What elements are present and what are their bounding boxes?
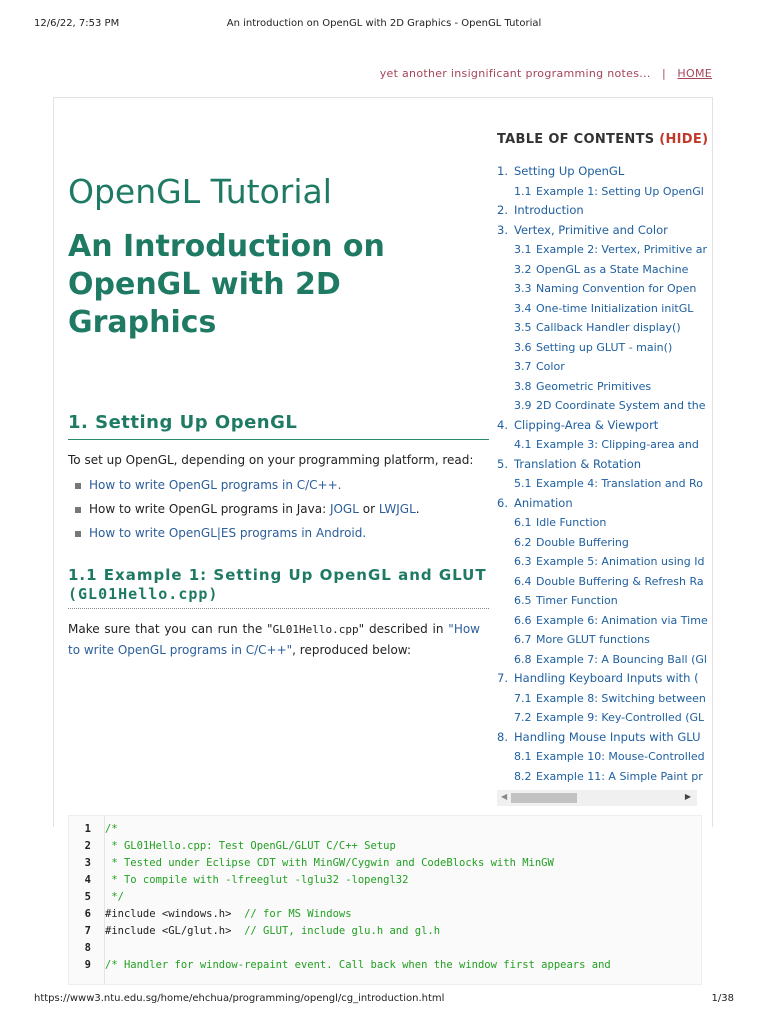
toc-item[interactable]	[497, 513, 697, 533]
toc-item-number: 2.	[497, 203, 508, 217]
toc-item-label: Example 7: A Bouncing Ball (Gl	[536, 652, 707, 666]
line-number: 9	[84, 959, 91, 971]
toc-title-text: TABLE OF CONTENTS	[497, 132, 655, 147]
print-page-number: 1/38	[711, 993, 734, 1004]
line-number: 6	[84, 908, 91, 920]
toc-item-number: 6.1	[514, 516, 532, 529]
toc-item[interactable]	[497, 533, 697, 553]
list-item	[75, 526, 366, 540]
toc-item[interactable]	[497, 747, 705, 767]
toc-item[interactable]	[497, 299, 697, 319]
toc-item-number: 3.	[497, 222, 508, 237]
toc-item-number: 5.1	[514, 477, 532, 490]
line-number: 1	[84, 823, 91, 835]
para-text: Make sure that you can run the "	[68, 622, 273, 636]
para-code: GL01Hello.cpp	[272, 623, 359, 636]
period-text: .	[415, 502, 420, 516]
toc-item-label: Double Buffering & Refresh Ra	[536, 574, 704, 588]
toc-item-label: Idle Function	[536, 516, 607, 529]
link-lwjgl[interactable]: LWJGL	[378, 502, 416, 516]
toc-item[interactable]	[497, 162, 697, 182]
bullet-icon	[75, 507, 81, 513]
code-keyword: #include <GL/glut.h>	[105, 925, 245, 937]
link-cpp-howto[interactable]: "How to write OpenGL programs in C/C++"	[68, 622, 480, 657]
toc-item[interactable]	[497, 708, 705, 728]
code-line	[69, 906, 352, 923]
scroll-right-icon[interactable]: ▶	[684, 792, 691, 801]
toc-item-number: 3.8	[514, 379, 532, 393]
code-comment: * GL01Hello.cpp: Test OpenGL/GLUT C/C++ Setup	[105, 840, 396, 852]
toc-item[interactable]	[497, 630, 697, 650]
print-url: https://www3.ntu.edu.sg/home/ehchua/programming/opengl/cg_introduction.html	[34, 993, 445, 1004]
toc-item[interactable]	[497, 318, 697, 338]
line-number: 8	[84, 942, 91, 954]
toc-item-number: 3.9	[514, 399, 532, 412]
toc-hide-button[interactable]: (HIDE)	[659, 132, 709, 147]
toc-item-number: 4.1	[514, 438, 532, 451]
toc-item-label: Animation	[514, 495, 573, 510]
toc-item-number: 1.	[497, 164, 508, 178]
code-line	[69, 957, 611, 974]
toc-item-number: 6.2	[514, 535, 532, 549]
toc-item-label: Clipping-Area & Viewport	[514, 417, 659, 432]
code-comment: // for MS Windows	[244, 908, 352, 920]
or-text: or	[358, 502, 379, 516]
toc-item[interactable]	[497, 669, 697, 689]
toc-item-label: Geometric Primitives	[536, 379, 652, 393]
toc-item-number: 6.7	[514, 633, 532, 646]
code-comment: /*	[105, 823, 118, 835]
code-comment: * To compile with -lfreeglut -lglu32 -lopengl32	[105, 874, 409, 886]
toc-item-label: Example 5: Animation using Id	[536, 555, 705, 568]
print-datetime: 12/6/22, 7:53 PM	[34, 18, 120, 29]
section-intro: To set up OpenGL, depending on your programming platform, read:	[68, 453, 474, 467]
toc-item[interactable]	[497, 474, 703, 494]
link-cpp[interactable]: How to write OpenGL programs in C/C++.	[89, 478, 342, 492]
toc-item-label: Example 2: Vertex, Primitive ar	[536, 243, 707, 256]
print-title: An introduction on OpenGL with 2D Graphics - OpenGL Tutorial	[226, 18, 542, 29]
toc-item-label: Handling Keyboard Inputs with (	[514, 671, 699, 685]
toc-item-number: 3.6	[514, 340, 532, 354]
scrollbar-thumb[interactable]	[511, 793, 577, 803]
tagline-separator: |	[662, 67, 667, 80]
toc-item-label: Color	[536, 360, 565, 373]
toc-item-number: 1.1	[514, 184, 532, 198]
toc-item[interactable]	[497, 552, 705, 572]
code-line	[69, 855, 554, 872]
para-text: , reproduced below:	[292, 643, 411, 657]
page-title: OpenGL Tutorial	[68, 172, 332, 211]
code-comment: /* Handler for window-repaint event. Call back when the window first appears and	[105, 959, 611, 971]
link-jogl[interactable]: JOGL	[329, 502, 359, 516]
toc-item-number: 7.1	[514, 691, 532, 705]
toc-list	[497, 162, 708, 786]
table-of-contents	[497, 132, 709, 786]
code-block	[68, 815, 702, 985]
code-comment: */	[105, 891, 124, 903]
list-item	[75, 478, 341, 492]
line-number: 7	[84, 925, 91, 937]
list-item	[75, 502, 420, 516]
toc-item-label: Timer Function	[536, 594, 618, 607]
toc-item-number: 7.2	[514, 711, 532, 724]
toc-item-label: Example 10: Mouse-Controlled	[536, 750, 705, 763]
code-line	[69, 940, 105, 957]
code-line	[69, 872, 408, 889]
section-heading-setting-up: 1. Setting Up OpenGL	[68, 412, 489, 440]
toc-item[interactable]	[497, 396, 706, 416]
code-keyword: #include <windows.h>	[105, 908, 245, 920]
toc-item-number: 3.5	[514, 321, 532, 334]
toc-item-number: 8.	[497, 729, 508, 744]
toc-title	[497, 132, 709, 162]
toc-item-label: Example 4: Translation and Ro	[536, 477, 703, 490]
scroll-left-icon[interactable]: ◀	[501, 792, 508, 801]
toc-item-label: Naming Convention for Open	[536, 282, 697, 295]
toc-item-number: 3.7	[514, 360, 532, 373]
toc-item[interactable]	[497, 435, 697, 455]
toc-item-label: Setting up GLUT - main()	[536, 340, 673, 354]
toc-item-number: 3.1	[514, 243, 532, 256]
toc-item-label: Introduction	[514, 203, 584, 217]
toc-item[interactable]	[497, 572, 704, 592]
tagline-text: yet another insignificant programming notes...	[379, 67, 651, 80]
toc-item[interactable]	[497, 728, 701, 748]
heading-text: 1.1 Example 1: Setting Up OpenGL and GLUT	[68, 566, 487, 584]
toc-item[interactable]	[497, 611, 708, 631]
toc-item[interactable]	[497, 260, 697, 280]
toc-item-number: 6.	[497, 495, 508, 510]
home-link[interactable]: HOME	[677, 67, 712, 80]
code-line	[69, 838, 396, 855]
section-heading-example1	[68, 566, 489, 609]
line-number: 4	[84, 874, 91, 886]
code-comment: // GLUT, include glu.h and gl.h	[244, 925, 441, 937]
toc-item-number: 4.	[497, 417, 508, 432]
line-number: 5	[84, 891, 91, 903]
toc-item-label: OpenGL as a State Machine	[536, 262, 689, 276]
line-number: 2	[84, 840, 91, 852]
toc-item-label: Example 11: A Simple Paint pr	[536, 769, 703, 783]
toc-item-label: Double Buffering	[536, 535, 629, 549]
toc-item-label: Example 8: Switching between	[536, 691, 706, 705]
page-subtitle: An Introduction on OpenGL with 2D Graphics	[68, 229, 385, 340]
toc-item[interactable]	[497, 279, 697, 299]
toc-item[interactable]	[497, 416, 697, 436]
toc-item-label: Example 9: Key-Controlled (GL	[536, 711, 705, 724]
toc-item-number: 6.5	[514, 594, 532, 607]
toc-item-label: Vertex, Primitive and Color	[514, 222, 668, 237]
code-line	[69, 889, 124, 906]
toc-item-label: 2D Coordinate System and the	[536, 399, 706, 412]
toc-item-label: Example 3: Clipping-area and	[536, 438, 699, 451]
toc-item[interactable]	[497, 591, 697, 611]
toc-item-number: 8.2	[514, 769, 532, 783]
toc-item[interactable]	[497, 767, 703, 787]
toc-item-number: 6.6	[514, 613, 532, 627]
toc-item-number: 5.	[497, 456, 508, 471]
toc-item-number: 8.1	[514, 750, 532, 763]
para-text: " described in	[358, 622, 449, 636]
toc-item-label: Handling Mouse Inputs with GLU	[514, 729, 701, 744]
toc-item[interactable]	[497, 201, 697, 221]
toc-item-number: 3.4	[514, 301, 532, 315]
java-text: How to write OpenGL programs in Java:	[89, 502, 330, 516]
toc-item-label: Setting Up OpenGL	[514, 164, 625, 178]
toc-item[interactable]	[497, 357, 697, 377]
toc-item[interactable]	[497, 650, 707, 670]
toc-item[interactable]	[497, 338, 697, 358]
code-line	[69, 923, 440, 940]
line-number: 3	[84, 857, 91, 869]
link-android[interactable]: How to write OpenGL|ES programs in Android.	[89, 526, 367, 540]
toc-item[interactable]	[497, 689, 706, 709]
toc-item[interactable]	[497, 494, 697, 514]
toc-item-number: 7.	[497, 671, 508, 685]
toc-item-label: Callback Handler display()	[536, 321, 681, 334]
heading-code: (GL01Hello.cpp)	[68, 585, 219, 603]
bullet-icon	[75, 531, 81, 537]
toc-item[interactable]	[497, 182, 704, 202]
toc-horizontal-scrollbar[interactable]	[497, 790, 697, 806]
toc-item-label: Example 1: Setting Up OpenGl	[536, 184, 704, 198]
toc-item-number: 6.3	[514, 555, 532, 568]
code-line	[69, 821, 118, 838]
toc-item[interactable]	[497, 221, 697, 241]
toc-item[interactable]	[497, 240, 707, 260]
toc-item-label: Translation & Rotation	[514, 456, 642, 471]
bullet-icon	[75, 483, 81, 489]
toc-item[interactable]	[497, 455, 697, 475]
code-comment: * Tested under Eclipse CDT with MinGW/Cygwin and CodeBlocks with MinGW	[105, 857, 554, 869]
example-paragraph	[68, 619, 480, 661]
site-tagline	[380, 67, 712, 80]
toc-item-label: Example 6: Animation via Time	[536, 613, 708, 627]
toc-item-label: More GLUT functions	[536, 633, 650, 646]
toc-item-number: 6.8	[514, 652, 532, 666]
toc-item-number: 3.2	[514, 262, 532, 276]
toc-item-number: 6.4	[514, 574, 532, 588]
toc-item-label: One-time Initialization initGL	[536, 301, 694, 315]
toc-item-number: 3.3	[514, 282, 532, 295]
toc-item[interactable]	[497, 377, 697, 397]
